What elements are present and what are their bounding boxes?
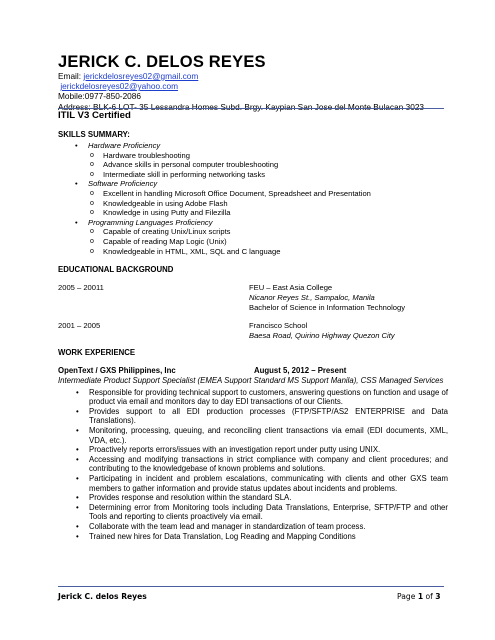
list-item: • Responsible for providing technical support to customers, answering questions on function and usage of product via email and monitors day to day EDI transactions of our Clients. xyxy=(58,388,448,407)
skill-item: o Advance skills in personal computer troubleshooting xyxy=(58,160,448,170)
contact-block xyxy=(58,71,424,112)
skill-category-software: • Software Proficiency xyxy=(58,179,448,189)
mobile-line: Mobile:0977-850-2086 xyxy=(58,91,142,102)
footer-name: Jerick C. delos Reyes xyxy=(58,592,147,601)
page-of: of xyxy=(423,592,436,601)
list-item: • Trained new hires for Data Translation, Log Reading and Mapping Conditions xyxy=(58,532,448,542)
list-item: • Collaborate with the team lead and manager in standardization of team process. xyxy=(58,522,448,532)
list-item: • Proactively reports errors/issues with an investigation report under putty using UNIX. xyxy=(58,445,448,455)
education-entry-2 xyxy=(249,321,395,341)
school-name: FEU – East Asia College xyxy=(249,283,333,292)
education-years-1: 2005 – 20011 xyxy=(58,283,104,292)
page-prefix: Page xyxy=(397,592,418,601)
email-line-2 xyxy=(58,81,424,91)
list-item: • Provides response and resolution within the standard SLA. xyxy=(58,493,448,503)
skill-item: o Capable of creating Unix/Linux scripts xyxy=(58,227,448,237)
page-indicator xyxy=(397,592,441,601)
degree: Bachelor of Science in Information Technology xyxy=(249,303,406,313)
skill-item: o Knowledgeable in HTML, XML, SQL and C language xyxy=(58,247,448,257)
skill-category-hardware: • Hardware Proficiency xyxy=(58,141,448,151)
skill-item: o Intermediate skill in performing networking tasks xyxy=(58,170,448,180)
page-total: 3 xyxy=(435,592,441,601)
skill-category-programming: • Programming Languages Proficiency xyxy=(58,218,448,228)
school-name: Francisco School xyxy=(249,321,308,330)
education-entry-1 xyxy=(249,283,405,314)
address-line: Address: BLK-6 LOT- 35 Lessandra Homes Subd. Brgy. Kaypian San Jose del Monte Bulacan 3023 xyxy=(58,101,425,112)
list-item: • Participating in incident and problem escalations, communicating with clients and other GXS team members to gather information and provide status updates about incidents and problems. xyxy=(58,474,448,493)
header-rule xyxy=(58,108,444,109)
email-link-yahoo[interactable]: jerickdelosreyes02@yahoo.com xyxy=(60,81,179,92)
page-number: 1 xyxy=(417,592,424,601)
school-address: Nicanor Reyes St., Sampaloc, Manila xyxy=(249,293,375,303)
skill-item: o Hardware troubleshooting xyxy=(58,151,448,161)
email-link-gmail[interactable]: jerickdelosreyes02@gmail.com xyxy=(83,71,199,81)
skills-heading: SKILLS SUMMARY: xyxy=(58,130,130,139)
list-item: • Provides support to all EDI production processes (FTP/SFTP/AS2 ENTERPRISE and Data Translations). xyxy=(58,407,448,426)
job-entry xyxy=(58,366,448,541)
education-years-2: 2001 – 2005 xyxy=(58,321,101,330)
email-line xyxy=(58,71,424,81)
job-dates: August 5, 2012 – Present xyxy=(254,366,347,375)
skill-item: o Excellent in handling Microsoft Office Document, Spreadsheet and Presentation xyxy=(58,189,448,199)
footer-rule xyxy=(58,586,444,587)
email-label: Email: xyxy=(58,71,84,81)
job-title: Intermediate Product Support Specialist (EMEA Support Standard MS Support Manila), CSS Managed Services xyxy=(58,376,444,385)
skill-item: o Capable of reading Map Logic (Unix) xyxy=(58,237,448,247)
company-name: OpenText / GXS Philippines, Inc xyxy=(58,366,176,375)
skill-item: o Knowledge in using Putty and Filezilla xyxy=(58,208,448,218)
skills-list xyxy=(58,141,448,256)
list-item: • Accessing and modifying transactions in strict compliance with company and client procedures; and contributing to the knowledgebase of known problems and solutions. xyxy=(58,455,448,474)
skill-item: o Knowledgeable in using Adobe Flash xyxy=(58,199,448,209)
responsibilities-list xyxy=(58,388,448,542)
applicant-name: JERICK C. DELOS REYES xyxy=(58,53,266,71)
education-heading: EDUCATIONAL BACKGROUND xyxy=(58,265,174,274)
list-item: • Determining error from Monitoring tools including Data Translations, Enterprise, SFTP/FTP and other Tools and reporting to clients proactively via email. xyxy=(58,503,448,522)
list-item: • Monitoring, processing, queuing, and reconciling client transactions via email (EDI documents, XML, VDA, etc.). xyxy=(58,426,448,445)
job-header xyxy=(58,366,448,376)
school-address: Baesa Road, Quirino Highway Quezon City xyxy=(249,331,395,341)
work-heading: WORK EXPERIENCE xyxy=(58,348,136,357)
certification: ITIL V3 Certified xyxy=(58,110,131,121)
